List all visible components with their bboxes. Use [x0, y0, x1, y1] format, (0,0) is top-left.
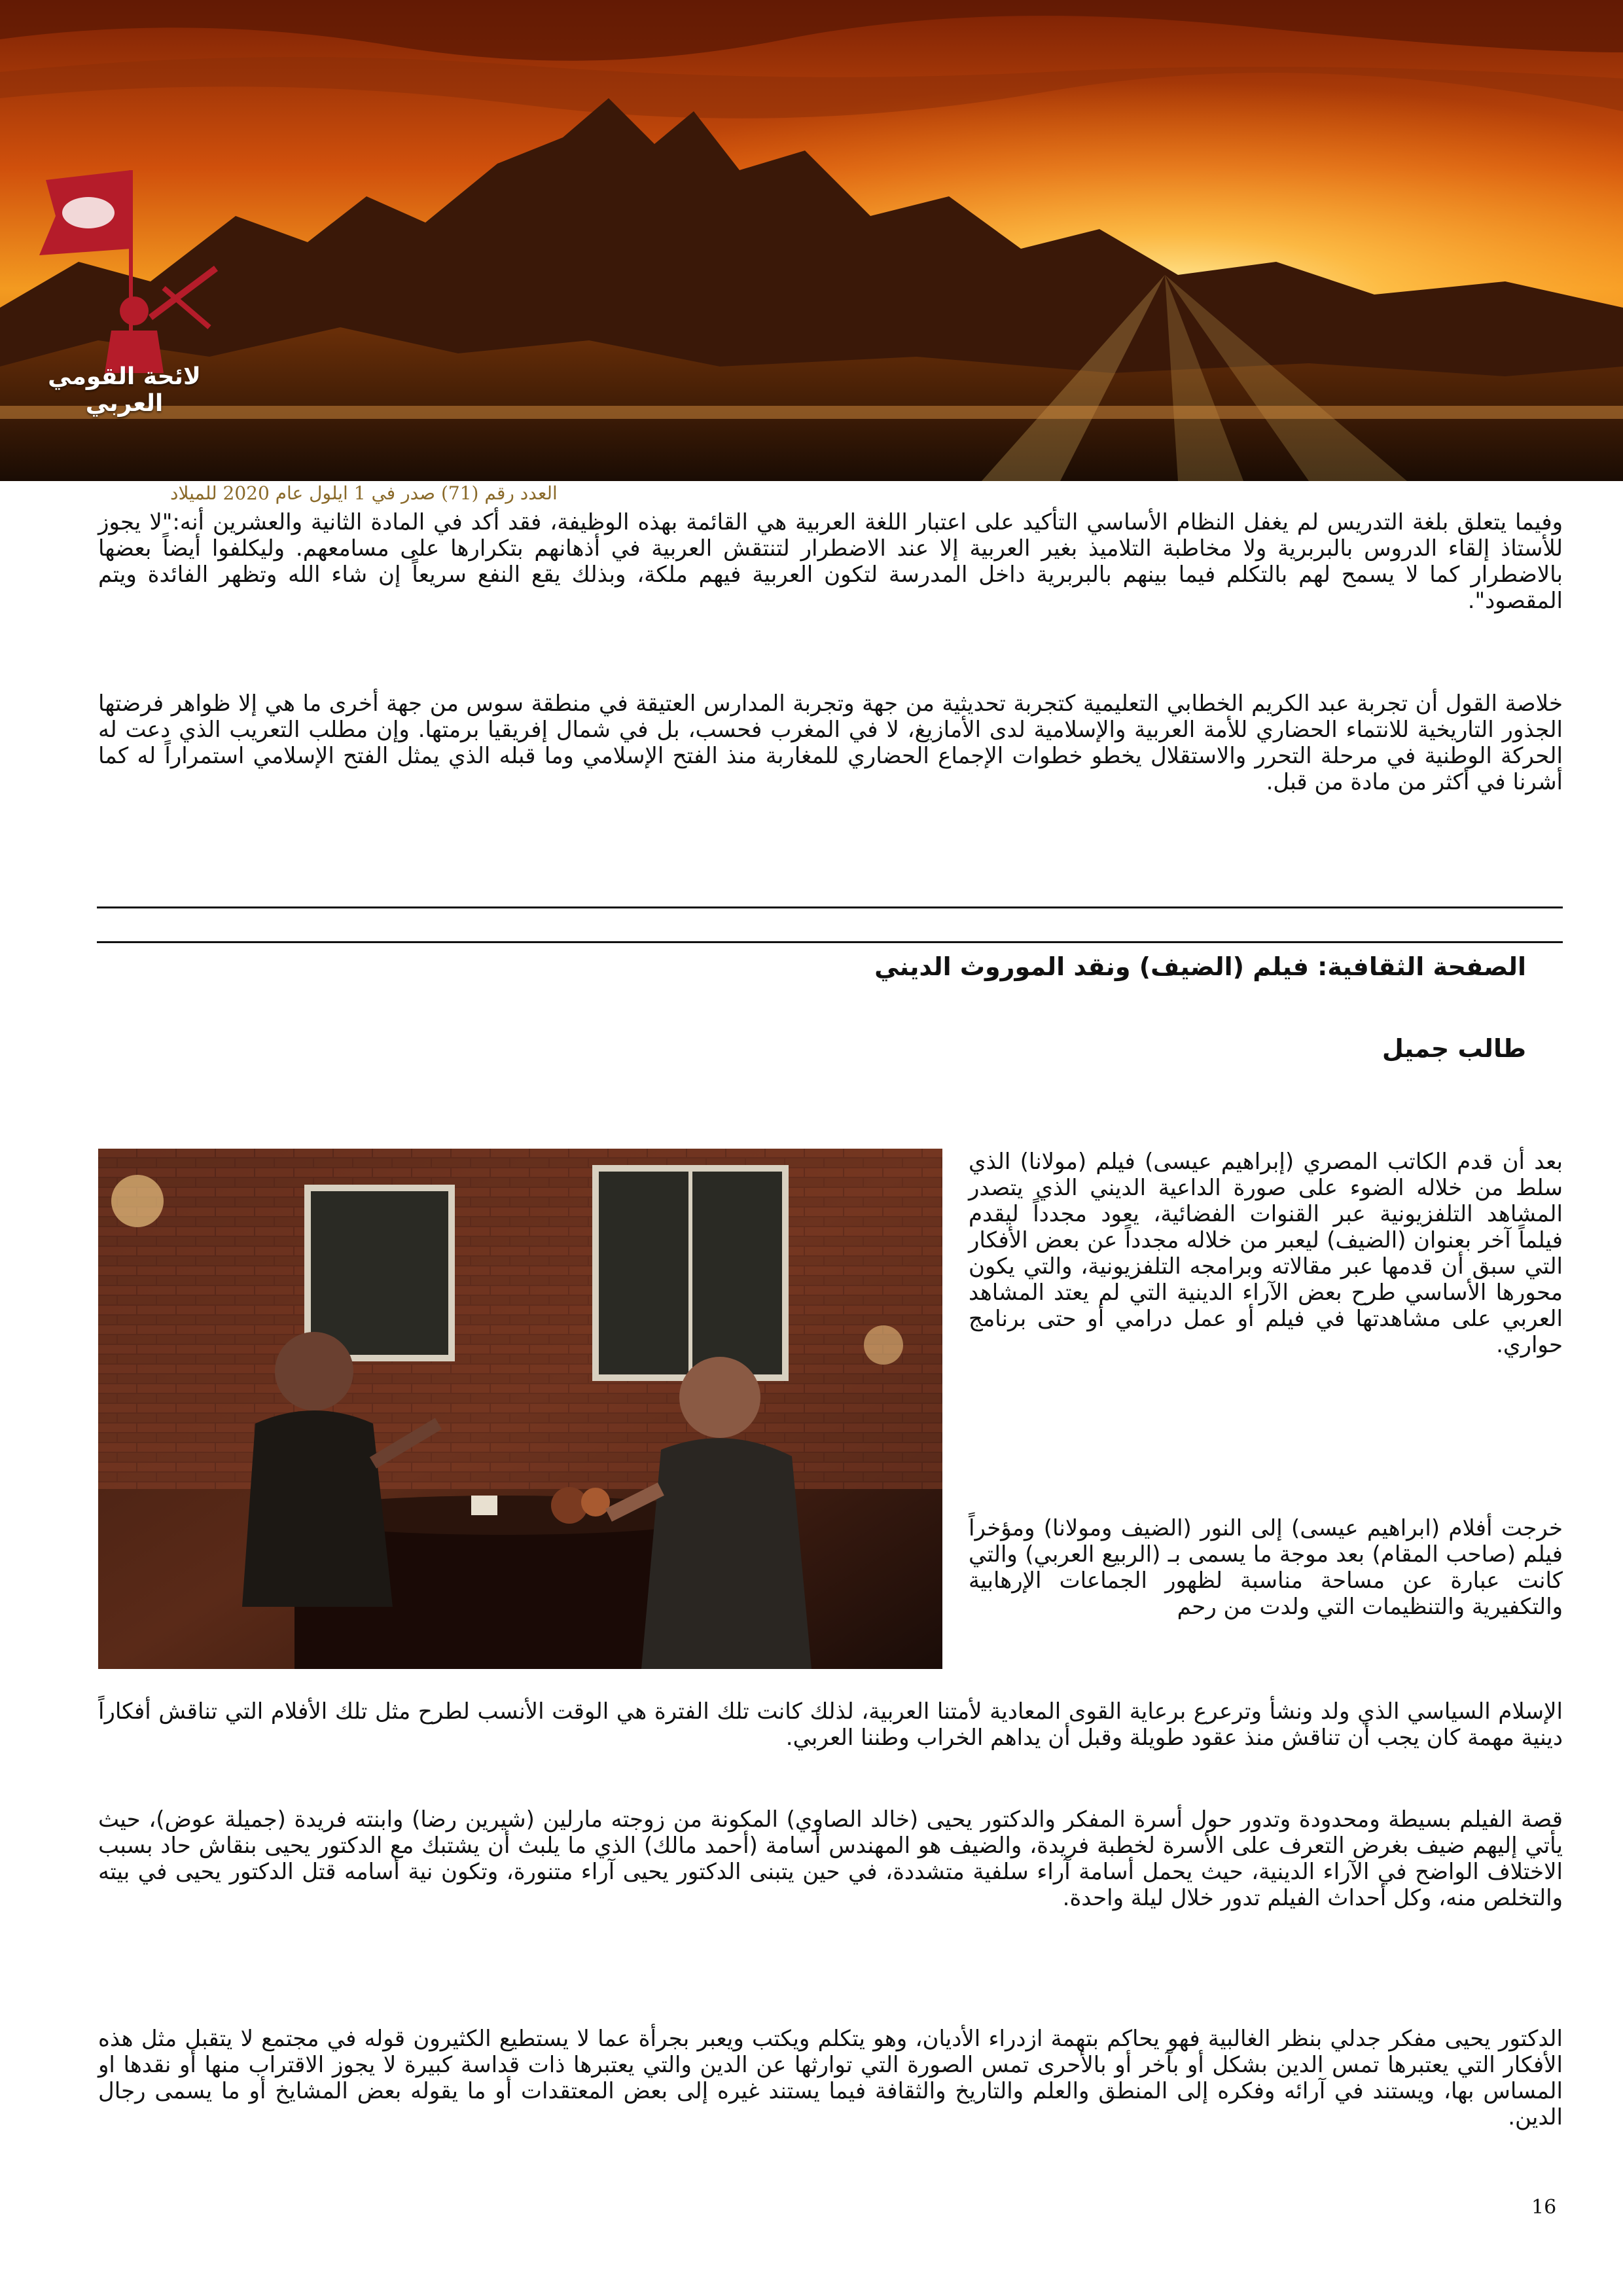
paragraph-1: وفيما يتعلق بلغة التدريس لم يغفل النظام الأساسي التأكيد على اعتبار اللغة العربية هي القائمة بهذه الوظيفة، فقد أكد في المادة الثانية والعشرين أنه:"لا يجوز للأستاذ إلقاء الدروس بالبربرية ولا مخاطبة التلاميذ بغير العربية إلا عند الاضطرار لتنتقش العربية في أذهانهم بتكرارها على مسامعهم. وليكلفوا أيضاً بعضها بالاضطرار كما لا يسمح لهم بالتكلم فيما بينهم بالبربرية داخل المدرسة لتكون العربية فيهم ملكة، وبذلك يقع النفع سريعاً إن شاء الله وتظهر الفائدة ويتم المقصود".	[98, 509, 1563, 614]
sunset-mountains-image	[0, 0, 1623, 481]
issue-line: العدد رقم (71) صدر في 1 ايلول عام 2020 للميلاد	[170, 482, 558, 504]
section-title: الصفحة الثقافية: فيلم (الضيف) ونقد الموروث الديني	[874, 952, 1526, 981]
author-name: طالب جميل	[1382, 1034, 1526, 1063]
page-number: 16	[1531, 2196, 1557, 2219]
divider-top	[97, 906, 1563, 908]
paragraph-3: بعد أن قدم الكاتب المصري (إبراهيم عيسى) فيلم (مولانا) الذي سلط من خلاله الضوء على صورة الداعية الديني الذي يتصدر المشاهد التلفزيونية عبر القنوات الفضائية، يعود مجدداً ليقدم فيلماً آخر بعنوان (الضيف) ليعبر من خلاله مجدداً عن بعض الأفكار التي سبق أن قدمها عبر مقالاته وبرامجه التلفزيونية، والتي يكون محورها الأساسي طرح بعض الآراء الدينية التي لم يعتد المشاهد العربي على مشاهدتها في فيلم أو عمل درامي أو حتى برنامج حواري.	[969, 1149, 1563, 1358]
paragraph-6: الدكتور يحيى مفكر جدلي بنظر الغالبية فهو يحاكم بتهمة ازدراء الأديان، وهو يتكلم ويكتب ويعبر بجرأة عما لا يستطيع الكثيرون قوله في مجتمع لا يتقبل مثل هذه الأفكار التي يعتبرها تمس الدين بشكل أو بآخر أو بالأحرى تمس الصورة التي توارثها عن الدين والتي يعتبرها ذات قداسة كبيرة لا يجوز الاقتراب منها أو نقدها او المساس بها، ويستند في آرائه وفكره إلى المنطق والعلم والتاريخ والثقافة فيما يستند غيره إلى بعض المعتقدات أو ما يقوله بعض المشايخ أو ما يسمى رجال الدين.	[98, 2026, 1563, 2130]
divider-bottom	[97, 941, 1563, 943]
paragraph-2: خلاصة القول أن تجربة عبد الكريم الخطابي التعليمية كتجربة تحديثية من جهة وتجربة المدارس العتيقة في منطقة سوس من جهة أخرى ما هي إلا ظواهر فرضتها الجذور التاريخية للانتماء الحضاري للأمة العربية والإسلامية لدى الأمازيغ، لا في المغرب فحسب، بل في شمال إفريقيا برمتها. وإن مطلب التعريب الذي دعت له الحركة الوطنية في مرحلة التحرر والاستقلال يخطو خطوات الإجماع الحضاري للمغاربة منذ الفتح الإسلامي وما قبله الذي يمثل الفتح الإسلامي استمراراً له كما أشرنا في أكثر من مادة من قبل.	[98, 691, 1563, 795]
logo-text: لائحة القومي العربي	[48, 363, 201, 417]
film-still-image	[98, 1149, 942, 1669]
header-banner	[0, 0, 1623, 481]
paragraph-4b: الإسلام السياسي الذي ولد ونشأ وترعرع برعاية القوى المعادية لأمتنا العربية، لذلك كانت تلك الفترة هي الوقت الأنسب لطرح مثل تلك الأفلام التي تناقش أفكاراً دينية مهمة كان يجب أن تناقش منذ عقود طويلة وقبل أن يداهم الخراب وطننا العربي.	[98, 1698, 1563, 1751]
paragraph-4a: خرجت أفلام (ابراهيم عيسى) إلى النور (الضيف ومولانا) ومؤخراً فيلم (صاحب المقام) بعد موجة ما يسمى بـ (الربيع العربي) والتي كانت عبارة عن مساحة مناسبة لظهور الجماعات الإرهابية والتكفيرية والتنظيمات التي ولدت من رحم	[969, 1515, 1563, 1620]
paragraph-5: قصة الفيلم بسيطة ومحدودة وتدور حول أسرة المفكر والدكتور يحيى (خالد الصاوي) المكونة من زوجته مارلين (شيرين رضا) وابنته فريدة (جميلة عوض)، حيث يأتي إليهم ضيف بغرض التعرف على الأسرة لخطبة فريدة، والضيف هو المهندس أسامة (أحمد مالك) الذي ما يلبث أن يشتبك مع الدكتور يحيى بنقاش حاد بسبب الاختلاف الواضح في الآراء الدينية، حيث يحمل أسامة آراء سلفية متشددة، في حين يتبنى الدكتور يحيى آراء متنورة، وتكون نية أسامه قتل الدكتور يحيى في بيته والتخلص منه، وكل أحداث الفيلم تدور خلال ليلة واحدة.	[98, 1806, 1563, 1911]
